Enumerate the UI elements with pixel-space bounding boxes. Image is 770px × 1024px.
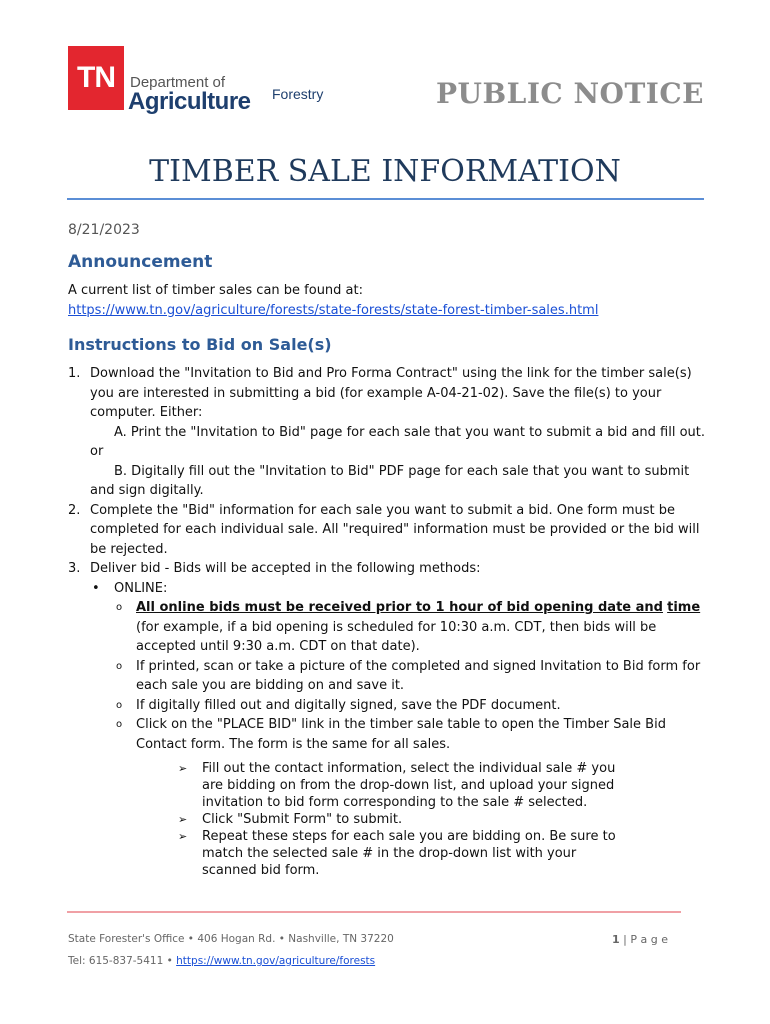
tn-logo-mark: TN (68, 46, 124, 110)
circle-bullet: o (116, 602, 123, 613)
step-number: 3. (68, 561, 81, 576)
online-item-4-text: Click on the "PLACE BID" link in the timber sale table to open the Timber Sale Bid Contact form. The form is the same for all sales. (136, 717, 666, 752)
sub-steps-list (68, 760, 628, 879)
public-notice-heading: PUBLIC NOTICE (436, 77, 705, 110)
or-text: or (90, 444, 104, 459)
sub-step-3-text: Repeat these steps for each sale you are bidding on. Be sure to match the selected sale # in the drop-down list with your scanned bid form. (202, 829, 616, 878)
step-1 (68, 364, 718, 501)
arrow-bullet-icon: ➢ (178, 830, 188, 843)
step-2 (68, 501, 718, 560)
page-title: TIMBER SALE INFORMATION (149, 154, 621, 189)
sub-step-1 (68, 760, 628, 811)
online-item-2-text: If printed, scan or take a picture of the completed and signed Invitation to Bid form for each sale you are bidding on and save it. (136, 658, 701, 693)
time-bold-text: time (667, 600, 701, 615)
instruction-steps (68, 364, 718, 879)
page-label: | P a g e (619, 933, 668, 946)
footer-address: State Forester's Office • 406 Hogan Rd. • Nashville, TN 37220 (68, 933, 394, 945)
online-item-1 (68, 598, 718, 657)
page-number (612, 933, 668, 946)
announcement-text: A current list of timber sales can be found at: (68, 283, 364, 298)
online-bullet (90, 579, 718, 599)
circle-bullet: o (116, 699, 123, 711)
online-item-2 (68, 657, 718, 696)
step-number: 2. (68, 502, 81, 518)
announcement-heading: Announcement (68, 252, 213, 272)
step-3 (68, 559, 718, 879)
page-number-value: 1 (612, 933, 620, 946)
step-1-text: Download the "Invitation to Bid and Pro Forma Contract" using the link for the timber sale(s) you are interested in submitting a bid (for example A-04-21-02). Save the file(s) to your computer. Either: (90, 366, 692, 420)
option-a: A. Print the "Invitation to Bid" page for each sale that you want to submit a bid and fill out. (114, 424, 706, 440)
title-divider (67, 198, 704, 200)
bullet-dot: • (92, 580, 100, 596)
timber-sales-link[interactable]: https://www.tn.gov/agriculture/forests/state-forests/state-forest-timber-sales.html (68, 302, 599, 318)
step-2-text: Complete the "Bid" information for each sale you want to submit a bid. One form must be completed for each individual sale. All "required" information must be provided or the bid will be rejected. (90, 502, 700, 557)
online-item-3-text: If digitally filled out and digitally signed, save the PDF document. (136, 697, 561, 713)
arrow-bullet-icon: ➢ (178, 762, 188, 775)
sub-step-1-text: Fill out the contact information, select the individual sale # you are bidding on from the drop-down list, and upload your signed invitation to bid form corresponding to the sale # selected. (202, 761, 616, 810)
footer-contact (68, 955, 375, 967)
sub-step-2 (68, 811, 628, 828)
deadline-example: (for example, if a bid opening is scheduled for 10:30 a.m. CDT, then bids will be accepted until 9:30 a.m. CDT on that date). (136, 619, 657, 654)
circle-bullet: o (116, 660, 123, 672)
announcement-body (68, 281, 598, 320)
footer-website-link[interactable]: https://www.tn.gov/agriculture/forests (176, 955, 376, 967)
notice-date: 8/21/2023 (68, 222, 140, 238)
option-b-cont: and sign digitally. (90, 483, 204, 498)
sub-step-3 (68, 828, 628, 879)
logo-department-text: Department of (130, 74, 226, 91)
arrow-bullet-icon: ➢ (178, 813, 188, 826)
logo-agriculture-text: Agriculture (128, 88, 251, 115)
option-b: B. Digitally fill out the "Invitation to Bid" PDF page for each sale that you want to submit (114, 463, 690, 479)
online-label: ONLINE: (114, 580, 168, 596)
instructions-heading: Instructions to Bid on Sale(s) (68, 335, 332, 354)
division-label: Forestry (272, 86, 324, 102)
footer-phone: Tel: 615-837-5411 • (68, 955, 177, 967)
sub-step-2-text: Click "Submit Form" to submit. (202, 812, 403, 827)
circle-bullet: o (116, 719, 123, 730)
online-item-3 (68, 696, 718, 716)
step-number: 1. (68, 366, 81, 381)
deadline-bold-text: All online bids must be received prior to 1 hour of bid opening date and (136, 600, 663, 615)
online-item-4 (68, 715, 718, 754)
step-3-text: Deliver bid - Bids will be accepted in the following methods: (90, 561, 481, 576)
footer-divider (67, 911, 681, 913)
